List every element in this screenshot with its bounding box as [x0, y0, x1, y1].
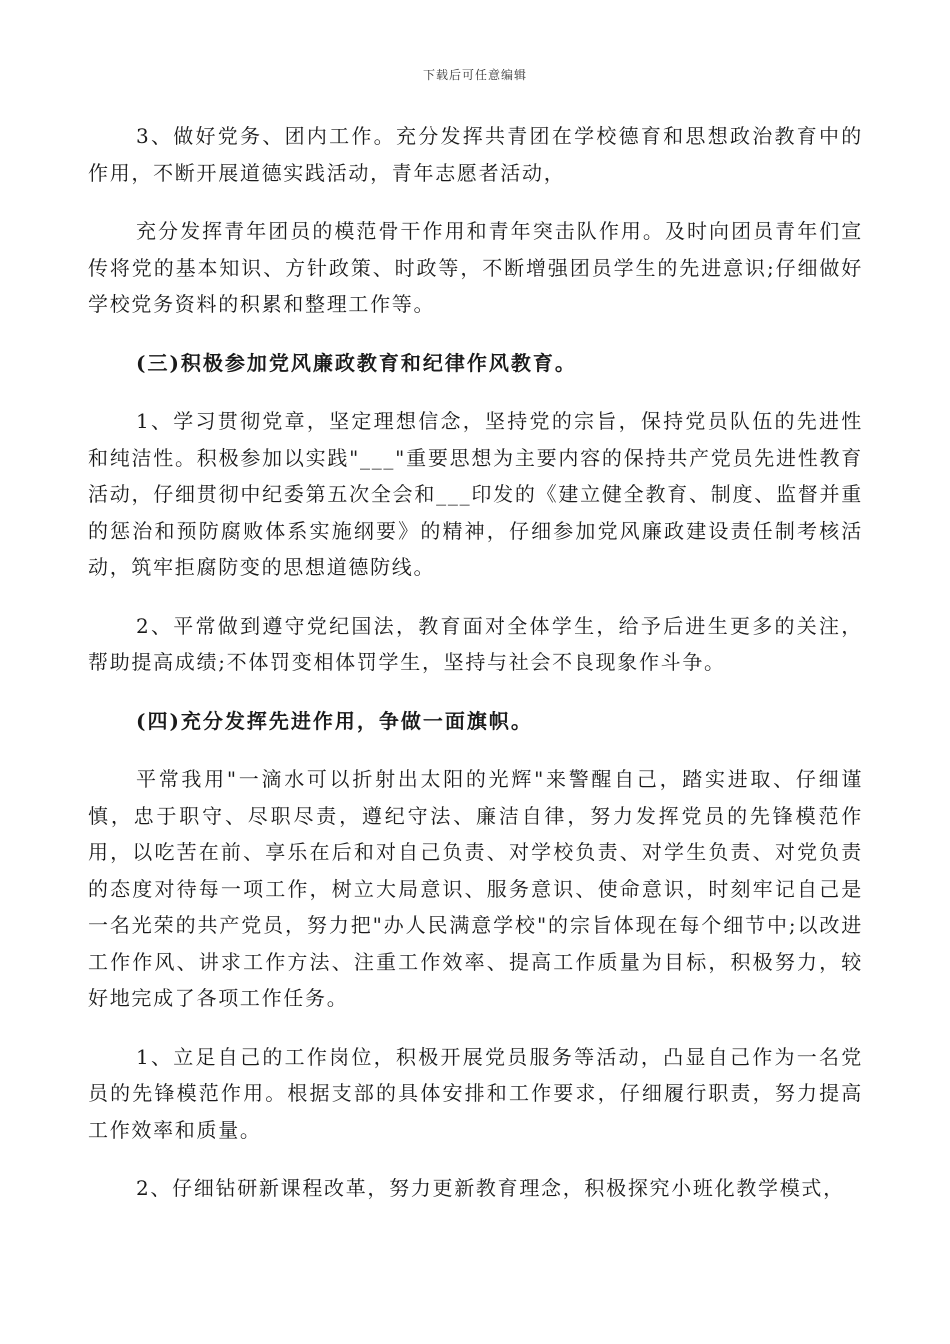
page-header: 下载后可任意编辑 [422, 68, 527, 82]
paragraph-youth-role: 充分发挥青年团员的模范骨干作用和青年突击队作用。及时向团员青年们宣传将党的基本知识、方针政策、时政等，不断增强团员学生的先进意识;仔细做好学校党务资料的积累和整理工作等。 [88, 219, 863, 316]
paragraph-study-charter: 1、学习贯彻党章，坚定理想信念，坚持党的宗旨，保持党员队伍的先进性和纯洁性。积极参加以实践"___"重要思想为主要内容的保持共产党员先进性教育活动，仔细贯彻中纪委第五次全会和___印发的《建立健全教育、制度、监督并重的惩治和预防腐败体系实施纲要》的精神，仔细参加党风廉政建设责任制考核活动，筑牢拒腐防变的思想道德防线。 [88, 409, 863, 579]
section-heading-4: (四)充分发挥先进作用，争做一面旗帜。 [136, 708, 533, 733]
section-heading-3: (三)积极参加党风廉政教育和纪律作风教育。 [136, 350, 577, 375]
paragraph-job-post: 1、立足自己的工作岗位，积极开展党员服务等活动，凸显自己作为一名党员的先锋模范作用。根据支部的具体安排和工作要求，仔细履行职责，努力提高工作效率和质量。 [88, 1044, 863, 1142]
document-body [88, 118, 863, 1207]
paragraph-drop-of-water: 平常我用"一滴水可以折射出太阳的光辉"来警醒自己，踏实进取、仔细谨慎，忠于职守、尽职尽责，遵纪守法、廉洁自律，努力发挥党员的先锋模范作用，以吃苦在前、享乐在后和对自己负责、对学校负责、对学生负责、对党负责的态度对待每一项工作，树立大局意识、服务意识、使命意识，时刻牢记自己是一名光荣的共产党员，努力把"办人民满意学校"的宗旨体现在每个细节中;以改进工作作风、讲求工作方法、注重工作效率、提高工作质量为目标，积极努力，较好地完成了各项工作任务。 [88, 767, 863, 1010]
paragraph-observe-discipline: 2、平常做到遵守党纪国法，教育面对全体学生，给予后进生更多的关注，帮助提高成绩;不体罚变相体罚学生，坚持与社会不良现象作斗争。 [88, 613, 863, 674]
paragraph-party-league-work: 3、做好党务、团内工作。充分发挥共青团在学校德育和思想政治教育中的作用，不断开展道德实践活动，青年志愿者活动， [88, 124, 863, 185]
paragraph-curriculum-reform: 2、仔细钻研新课程改革，努力更新教育理念，积极探究小班化教学模式， [136, 1176, 845, 1200]
